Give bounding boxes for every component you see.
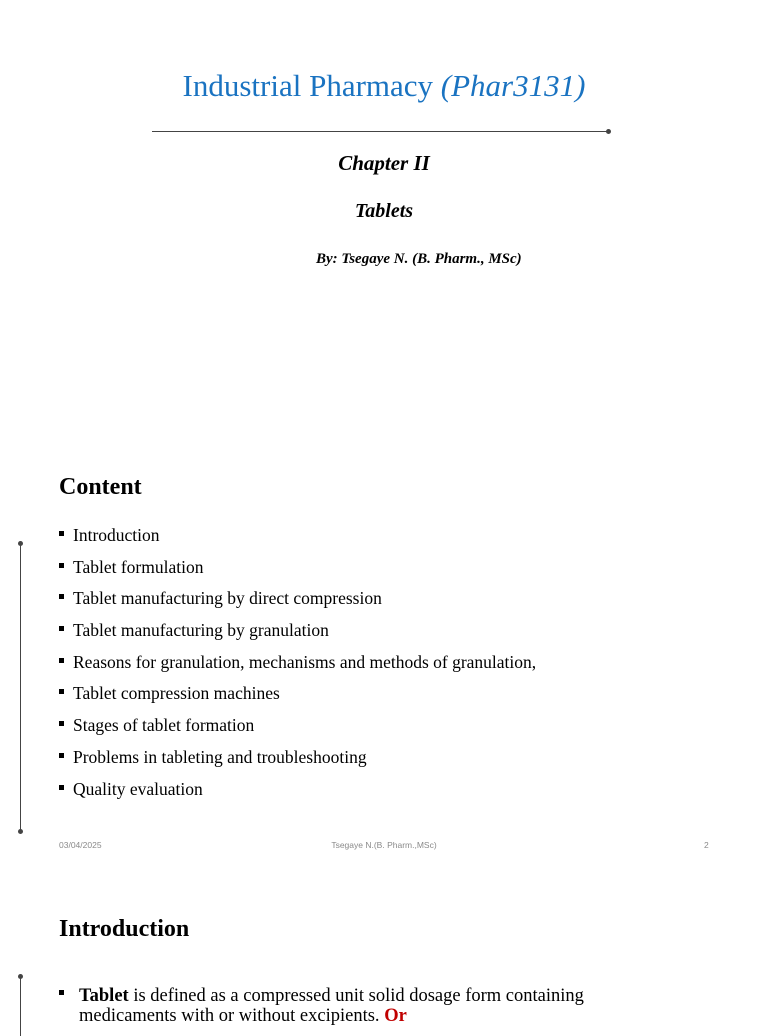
square-bullet-icon bbox=[59, 990, 64, 995]
definition-bullet bbox=[59, 986, 639, 1026]
footer-page-number: 2 bbox=[704, 840, 709, 850]
slide-title bbox=[0, 68, 768, 104]
square-bullet-icon bbox=[59, 753, 64, 758]
square-bullet-icon bbox=[59, 594, 64, 599]
square-bullet-icon bbox=[59, 689, 64, 694]
author-line: By: Tsegaye N. (B. Pharm., MSc) bbox=[316, 251, 522, 267]
list-item: Tablet compression machines bbox=[59, 683, 536, 715]
list-item: Tablet manufacturing by direct compression bbox=[59, 588, 536, 620]
list-item: Problems in tableting and troubleshooting bbox=[59, 747, 536, 779]
list-item: Tablet formulation bbox=[59, 557, 536, 589]
title-divider-dot bbox=[606, 129, 611, 134]
title-divider bbox=[152, 131, 608, 132]
footer-date: 03/04/2025 bbox=[59, 840, 102, 850]
content-list bbox=[59, 525, 536, 810]
square-bullet-icon bbox=[59, 658, 64, 663]
square-bullet-icon bbox=[59, 563, 64, 568]
list-item: Stages of tablet formation bbox=[59, 715, 536, 747]
course-name: Industrial Pharmacy bbox=[182, 68, 434, 103]
content-heading: Content bbox=[59, 474, 142, 500]
square-bullet-icon bbox=[59, 531, 64, 536]
square-bullet-icon bbox=[59, 785, 64, 790]
content-side-rule bbox=[20, 543, 21, 831]
intro-side-rule bbox=[20, 976, 21, 1036]
definition-or: Or bbox=[384, 1006, 407, 1026]
list-item: Reasons for granulation, mechanisms and methods of granulation, bbox=[59, 652, 536, 684]
definition-term: Tablet bbox=[79, 986, 129, 1006]
introduction-heading: Introduction bbox=[59, 916, 190, 942]
side-rule-top-dot bbox=[18, 541, 23, 546]
square-bullet-icon bbox=[59, 721, 64, 726]
list-item: Quality evaluation bbox=[59, 779, 536, 811]
definition-body: is defined as a compressed unit solid dosage form containing medicaments with or without excipients. bbox=[79, 986, 584, 1026]
side-rule-bottom-dot bbox=[18, 829, 23, 834]
list-item: Introduction bbox=[59, 525, 536, 557]
intro-rule-top-dot bbox=[18, 974, 23, 979]
chapter-label: Chapter II bbox=[338, 151, 430, 175]
list-item: Tablet manufacturing by granulation bbox=[59, 620, 536, 652]
square-bullet-icon bbox=[59, 626, 64, 631]
chapter-subject: Tablets bbox=[354, 200, 414, 222]
footer-author: Tsegaye N.(B. Pharm.,MSc) bbox=[331, 840, 437, 850]
definition-text bbox=[79, 986, 639, 1026]
course-code: (Phar3131) bbox=[440, 68, 586, 103]
